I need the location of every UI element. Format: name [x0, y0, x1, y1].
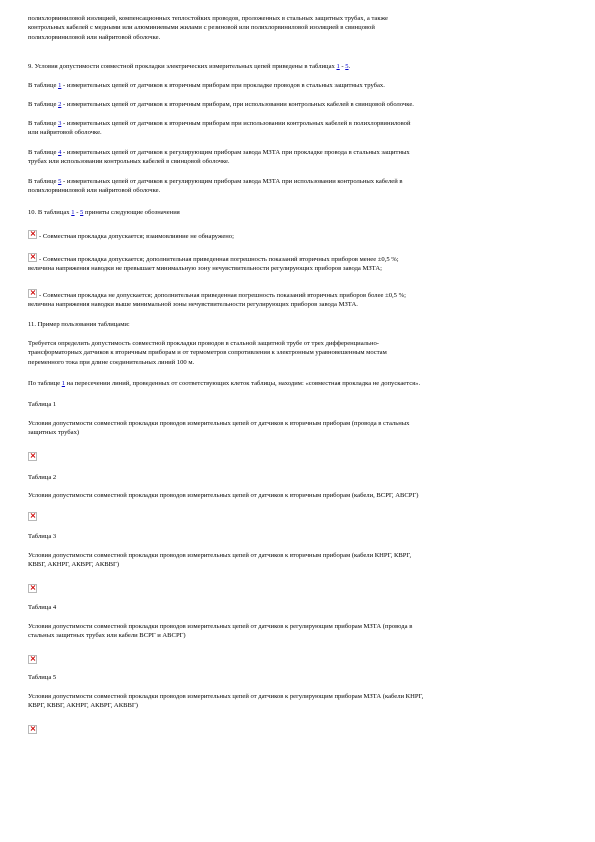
link-table-1[interactable]: 1: [71, 209, 75, 216]
table-desc-2: В таблице 2 - измерительных цепей от датчиков к вторичным приборам, при использовании контрольных кабелей в свинцовой оболочке.: [28, 101, 414, 108]
table-5-label: Таблица 5: [28, 674, 57, 681]
table-4-caption: Условия допустимости совместной прокладки проводов измерительных цепей от датчиков к регулирующим приборам МЗТА (провода в стальных защитных трубах или кабели ВСРГ и АВСРГ): [28, 623, 413, 640]
intro-line-1: полихлорвиниловой изоляцией, компенсационных теплостойких проводов, проложенных в стальных защитных трубах, а также: [28, 15, 388, 22]
table-3-caption: Условия допустимости совместной прокладки проводов измерительных цепей от датчиков к вторичным приборам (кабели КНРГ, КВРГ, КВВГ, АКНРГ, АКВРГ, АКВВГ): [28, 552, 412, 569]
link-table-1[interactable]: 1: [61, 380, 66, 387]
link-table-5[interactable]: 5: [345, 63, 349, 70]
section-9-heading: 9. Условия допустимости совместной прокладки электрических измерительных цепей приведены в таблицах 1 - 5.: [28, 63, 351, 70]
table-4-broken-image-icon: [28, 655, 37, 664]
table-desc-1: В таблице 1 - измерительных цепей от датчиков к вторичным приборам при прокладке проводов в стальных защитных трубах.: [28, 82, 385, 89]
broken-image-icon: [28, 230, 37, 239]
link-table-3[interactable]: 3: [58, 120, 62, 127]
intro-paragraph: [28, 14, 566, 42]
link-table-1[interactable]: 1: [58, 82, 62, 89]
table-4-label: Таблица 4: [28, 604, 57, 611]
table-1-caption: Условия допустимости совместной прокладки проводов измерительных цепей от датчиков к вторичным приборам (провода в стальных защитных трубах): [28, 420, 410, 437]
section-11-heading: 11. Пример пользования таблицами:: [28, 321, 130, 328]
table-2-caption: Условия допустимости совместной прокладки проводов измерительных цепей от датчиков к вторичным приборам (кабели, ВСРГ, АВСРГ): [28, 492, 419, 499]
intro-line-2: контрольных кабелей с медными или алюминиевыми жилами с резиновой или полихлорвиниловой изоляцией в свинцовой: [28, 24, 375, 32]
table-1-label: Таблица 1: [28, 401, 57, 408]
table-3-label: Таблица 3: [28, 533, 57, 540]
link-table-2[interactable]: 2: [58, 101, 62, 108]
intro-line-3: полихлорвиниловой или найритовой оболочке.: [28, 33, 161, 41]
broken-image-icon: [28, 289, 37, 298]
table-5-caption: Условия допустимости совместной прокладки проводов измерительных цепей от датчиков к регулирующим приборам МЗТА (кабели КНРГ, КВРГ, КВВГ, АКНРГ, АКВРГ, АКВВГ): [28, 693, 424, 710]
example-paragraph: Требуется определить допустимость совместной прокладки проводов в стальной защитной трубе от трех дифференциально- трансформаторных датчиков к вторичным приборам и от термометров сопротивления к электронным уравновешенным мостам переменного тока при длине соединительных линий 100 м.: [28, 340, 387, 366]
table-desc-4: В таблице 4 - измерительных цепей от датчиков к регулирующим приборам завода МЗТА при прокладке провода в стальных защитных трубах или использовании контрольных кабелей в свинцовой оболочке.: [28, 149, 410, 166]
table-desc-3: В таблице 3 - измерительных цепей от датчиков к вторичным приборам при использовании контрольных кабелей в полихлорвиниловой или найритовой оболочке.: [28, 120, 411, 137]
legend-item-allowed: ×- Совместная прокладка допускается; взаимовлияние не обнаружено;: [28, 230, 566, 241]
table-5-broken-image-icon: [28, 725, 37, 734]
table-desc-5: В таблице 5 - измерительных цепей от датчиков к регулирующим приборам завода МЗТА при использовании контрольных кабелей в полихлорвиниловой или найритовой оболочке.: [28, 178, 403, 195]
table-3-broken-image-icon: [28, 584, 37, 593]
link-table-1[interactable]: 1: [336, 63, 340, 70]
example-result: По таблице 1 на пересечении линий, проведенных от соответствующих клеток таблицы, находим: «совместная прокладка не допускается».: [28, 380, 421, 387]
section-10-heading: 10. В таблицах 1 - 5 приняты следующие обозначения: [28, 209, 180, 216]
broken-image-icon: [28, 253, 37, 262]
table-2-label: Таблица 2: [28, 474, 57, 481]
link-table-5[interactable]: 5: [80, 209, 84, 216]
link-table-4[interactable]: 4: [58, 149, 62, 156]
table-1-broken-image-icon: [28, 452, 37, 461]
legend-item-allowed-with-error: ×- Совместная прокладка допускается; дополнительная приведенная погрешность показаний вторичных приборов менее ±0,5 %; величина напряжения наводки не превышает минимальную зону нечувствительности регулирующих приборов завода МЗТА;: [28, 253, 566, 274]
link-table-5[interactable]: 5: [58, 178, 62, 185]
table-2-broken-image-icon: [28, 512, 37, 521]
legend-item-not-allowed: ×- Совместная прокладка не допускается; дополнительная приведенная погрешность показаний вторичных приборов более ±0,5 %; величина напряжения наводки выше минимальной зоны нечувствительности регулирующих приборов завода МЗТА.: [28, 289, 566, 310]
